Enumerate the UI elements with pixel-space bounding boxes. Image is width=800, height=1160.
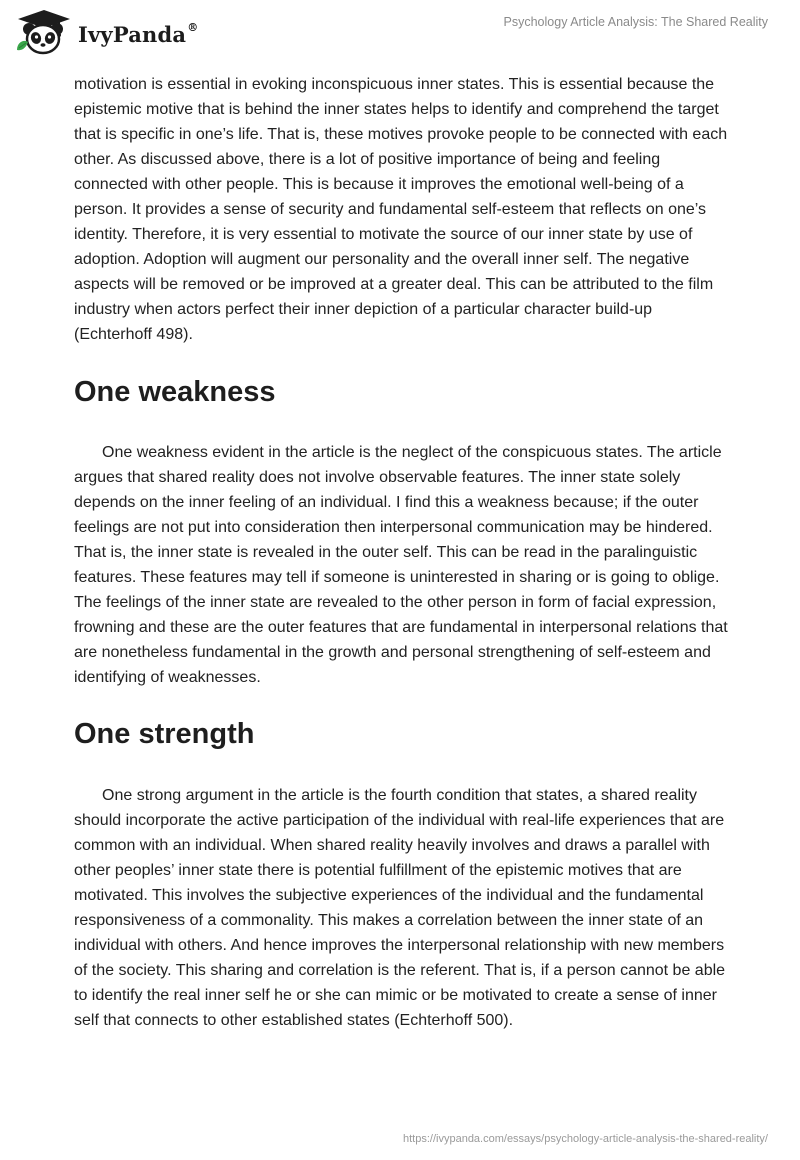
document-title: Psychology Article Analysis: The Shared Reality: [503, 15, 768, 29]
ivypanda-logo[interactable]: [14, 8, 198, 58]
brand-name: IvyPanda®: [78, 20, 199, 47]
registered-mark: ®: [187, 20, 199, 34]
heading-one-weakness: One weakness: [74, 376, 276, 408]
paragraph-motivation: motivation is essential in evoking inconspicuous inner states. This is essential because the epistemic motive that is behind the inner states helps to identify and comprehend the target that is specific in one’s life. That is, these motives provoke people to be connected with each other. As discussed above, there is a lot of positive importance of being and feeling connected with other people. This is because it improves the emotional well-being of a person. It provides a sense of security and fundamental self-esteem that reflects on one’s identity. Therefore, it is very essential to motivate the source of our inner state by use of adoption. Adoption will augment our personality and the overall inner self. The negative aspects will be removed or be improved at a greater deal. This can be attributed to the film industry when actors perfect their inner depiction of a particular character build-up (Echterhoff 498).: [74, 76, 728, 343]
heading-one-strength: One strength: [74, 718, 255, 750]
panda-graduate-icon: [14, 8, 74, 58]
paragraph-weakness: One weakness evident in the article is the neglect of the conspicuous states. The article argues that shared reality does not involve observable features. The inner state solely depends on the inner feeling of an individual. I find this a weakness because; if the outer feelings are not put into consideration then interpersonal communication may be hindered. That is, the inner state is revealed in the outer self. This can be read in the paralinguistic features. These features may tell if someone is uninterested in sharing or is going to oblige. The feelings of the inner state are revealed to the other person in form of facial expression, frowning and these are the outer features that are fundamental in interpersonal relations that are nonetheless fundamental in the growth and personal strengthening of self-esteem and identifying of weaknesses.: [74, 444, 728, 686]
paragraph-strength: One strong argument in the article is the fourth condition that states, a shared reality should incorporate the active participation of the individual with real-life experiences that are common with an individual. When shared reality heavily involves and draws a parallel with other peoples’ inner state there is potential fulfillment of the epistemic motives that are motivated. This involves the subjective experiences of the individual and the fundamental responsiveness of a commonality. This makes a correlation between the inner state of an individual with others. And hence improves the interpersonal relationship with new members of the society. This sharing and correlation is the referent. That is, if a person cannot be able to identify the real inner self he or she can mimic or be motivated to create a sense of inner self that connects to other established states (Echterhoff 500).: [74, 787, 726, 1029]
article-body: [74, 72, 734, 1033]
page-header: [0, 0, 800, 66]
source-url-link[interactable]: https://ivypanda.com/essays/psychology-article-analysis-the-shared-reality/: [403, 1133, 768, 1145]
